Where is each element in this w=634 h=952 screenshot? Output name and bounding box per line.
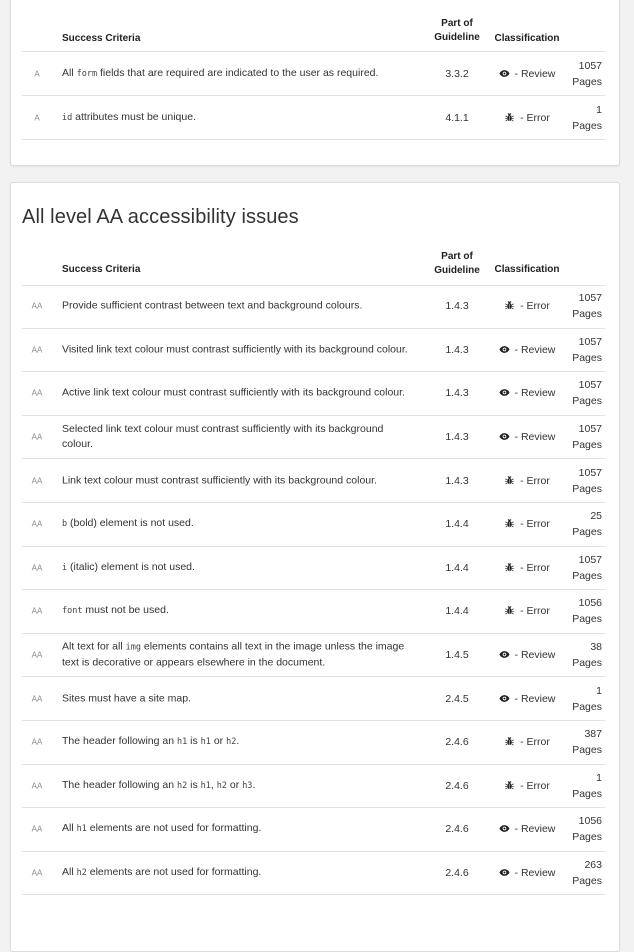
page-count: 1057: [578, 59, 602, 72]
header-guideline-line2: Guideline: [434, 32, 480, 43]
success-criteria-text: [62, 691, 412, 706]
guideline-number: 1.4.3: [445, 300, 469, 313]
header-classification: Classification: [494, 264, 560, 275]
eye-icon: [499, 693, 510, 705]
code-token: h1: [200, 780, 211, 791]
conformance-level: AA: [31, 476, 43, 486]
classification-badge: [493, 823, 561, 835]
conformance-level: AA: [31, 694, 43, 704]
text-fragment: Link text colour must contrast sufficiently with its background colour.: [62, 474, 377, 487]
classification-separator: -: [511, 387, 521, 400]
classification-separator: -: [517, 474, 527, 487]
classification-badge: [493, 300, 561, 312]
page-count: 1056: [578, 815, 602, 828]
table-row: [22, 765, 605, 809]
table-row: [22, 677, 605, 721]
page-unit: Pages: [572, 351, 602, 364]
affected-pages-link[interactable]: [554, 334, 602, 366]
success-criteria-text: [62, 734, 412, 750]
bug-icon: [504, 736, 515, 748]
text-fragment: Sites must have a site map.: [62, 692, 191, 705]
classification-badge: [493, 112, 561, 124]
guideline-number: 1.4.4: [445, 561, 469, 574]
level-a-issues-card: [10, 0, 620, 166]
page-unit: Pages: [572, 613, 602, 626]
eye-icon: [499, 867, 510, 879]
eye-icon: [499, 387, 510, 399]
classification-separator: -: [511, 649, 521, 662]
text-fragment: (italic) element is not used.: [67, 560, 195, 573]
table-row: [22, 808, 605, 852]
guideline-number: 3.3.2: [445, 67, 469, 80]
affected-pages-link[interactable]: [554, 508, 602, 540]
page-unit: Pages: [572, 482, 602, 495]
eye-icon: [499, 823, 510, 835]
success-criteria-text: [62, 66, 412, 82]
code-token: form: [76, 68, 98, 79]
classification-badge: [493, 649, 561, 661]
table-row: [22, 416, 605, 460]
classification-badge: [493, 68, 561, 80]
conformance-level: AA: [31, 737, 43, 747]
page-unit: Pages: [572, 119, 602, 132]
classification-badge: [493, 562, 561, 574]
header-guideline-line1: Part of: [441, 18, 473, 29]
text-fragment: (bold) element is not used.: [67, 517, 194, 530]
success-criteria-text: [62, 516, 412, 532]
conformance-level: AA: [31, 868, 43, 878]
code-token: h2: [226, 737, 237, 748]
classification-label: Error: [526, 736, 550, 749]
success-criteria-text: [62, 778, 412, 794]
table-row: [22, 459, 605, 503]
code-token: img: [125, 642, 141, 653]
bug-icon: [504, 780, 515, 792]
table-row: [22, 372, 605, 416]
bug-icon: [504, 112, 515, 124]
level-aa-issues-card: [10, 182, 620, 952]
classification-badge: [493, 867, 561, 879]
text-fragment: is: [187, 735, 201, 748]
table-row: [22, 329, 605, 373]
conformance-level: A: [34, 69, 40, 78]
code-token: h1: [177, 737, 188, 748]
page-count: 1: [596, 684, 602, 697]
bug-icon: [504, 518, 515, 530]
code-token: id: [62, 112, 73, 123]
text-fragment: All: [62, 866, 77, 879]
page-count: 1057: [578, 466, 602, 479]
classification-label: Error: [526, 605, 550, 618]
page-unit: Pages: [572, 831, 602, 844]
classification-separator: -: [511, 867, 521, 880]
text-fragment: The header following an: [62, 735, 177, 748]
code-token: h2: [177, 780, 188, 791]
bug-icon: [504, 475, 515, 487]
affected-pages-link[interactable]: [554, 290, 602, 322]
classification-label: Error: [526, 474, 550, 487]
header-guideline-line2: Guideline: [434, 265, 480, 276]
page-count: 1057: [578, 292, 602, 305]
page-unit: Pages: [572, 744, 602, 757]
code-token: i: [62, 562, 68, 573]
classification-badge: [493, 475, 561, 487]
page-count: 1057: [578, 553, 602, 566]
affected-pages-link[interactable]: [554, 683, 602, 715]
guideline-number: 2.4.6: [445, 779, 469, 792]
classification-label: Error: [526, 111, 550, 124]
table-row: [22, 285, 605, 329]
conformance-level: AA: [31, 301, 43, 311]
success-criteria-text: [62, 560, 412, 576]
success-criteria-text: [62, 473, 412, 488]
text-fragment: The header following an: [62, 778, 177, 791]
guideline-number: 2.4.6: [445, 867, 469, 880]
page-unit: Pages: [572, 569, 602, 582]
header-part-of-guideline: [429, 17, 485, 45]
classification-separator: -: [511, 431, 521, 444]
classification-separator: -: [511, 823, 521, 836]
classification-label: Review: [520, 867, 556, 880]
page-unit: Pages: [572, 308, 602, 321]
page-unit: Pages: [572, 526, 602, 539]
classification-label: Review: [520, 343, 556, 356]
classification-badge: [493, 736, 561, 748]
section-title: All level AA accessibility issues: [22, 206, 299, 228]
guideline-number: 1.4.3: [445, 474, 469, 487]
affected-pages-link[interactable]: [554, 726, 602, 758]
conformance-level: AA: [31, 824, 43, 834]
classification-label: Review: [520, 431, 556, 444]
guideline-number: 1.4.3: [445, 343, 469, 356]
page-unit: Pages: [572, 875, 602, 888]
text-fragment: .: [252, 778, 256, 791]
guideline-number: 1.4.3: [445, 387, 469, 400]
affected-pages-link[interactable]: [554, 770, 602, 802]
classification-label: Error: [526, 518, 550, 531]
guideline-number: 2.4.6: [445, 823, 469, 836]
header-success-criteria: Success Criteria: [62, 33, 141, 44]
conformance-level: A: [34, 113, 40, 122]
classification-badge: [493, 780, 561, 792]
classification-badge: [493, 605, 561, 617]
page-count: 1057: [578, 423, 602, 436]
page-unit: Pages: [572, 700, 602, 713]
classification-separator: -: [517, 300, 527, 313]
conformance-level: AA: [31, 563, 43, 573]
bug-icon: [504, 562, 515, 574]
guideline-number: 1.4.5: [445, 649, 469, 662]
text-fragment: elements are not used for formatting.: [86, 866, 262, 879]
classification-badge: [493, 693, 561, 705]
text-fragment: ,: [210, 778, 217, 791]
text-fragment: must not be used.: [82, 604, 169, 617]
text-fragment: is: [187, 778, 201, 791]
guideline-number: 1.4.4: [445, 518, 469, 531]
success-criteria-text: [62, 603, 412, 619]
page-count: 263: [584, 859, 602, 872]
text-fragment: elements contains all text in the image unless the image text is decorative or appears elsewhere in the document.: [62, 640, 405, 669]
affected-pages-link[interactable]: [554, 102, 602, 134]
header-classification: Classification: [494, 33, 560, 44]
code-token: b: [62, 519, 68, 530]
classification-label: Review: [520, 387, 556, 400]
table-row: [22, 503, 605, 547]
classification-label: Error: [526, 561, 550, 574]
classification-separator: -: [517, 518, 527, 531]
text-fragment: attributes must be unique.: [72, 110, 196, 123]
header-success-criteria: Success Criteria: [62, 264, 141, 275]
eye-icon: [499, 68, 510, 80]
page-unit: Pages: [572, 787, 602, 800]
table-row: [22, 52, 605, 96]
text-fragment: Selected link text colour must contrast sufficiently with its background colour.: [62, 423, 384, 451]
success-criteria-text: [62, 422, 412, 452]
conformance-level: AA: [31, 519, 43, 529]
success-criteria-text: [62, 821, 412, 837]
guideline-number: 1.4.3: [445, 431, 469, 444]
bug-icon: [504, 605, 515, 617]
page-count: 387: [584, 728, 602, 741]
code-token: h1: [200, 737, 211, 748]
page-count: 1: [596, 771, 602, 784]
table-row: [22, 634, 605, 678]
table-row: [22, 852, 605, 896]
affected-pages-link[interactable]: [554, 857, 602, 889]
affected-pages-link[interactable]: [554, 377, 602, 409]
success-criteria-text: [62, 640, 412, 671]
page-unit: Pages: [572, 439, 602, 452]
text-fragment: elements are not used for formatting.: [86, 822, 262, 835]
text-fragment: All: [62, 66, 77, 79]
text-fragment: .: [236, 735, 240, 748]
code-token: font: [62, 606, 83, 617]
conformance-level: AA: [31, 432, 43, 442]
affected-pages-link[interactable]: [554, 595, 602, 627]
table-row: [22, 96, 605, 140]
eye-icon: [499, 344, 510, 356]
classification-separator: -: [517, 736, 527, 749]
code-token: h2: [76, 868, 87, 879]
affected-pages-link[interactable]: [554, 465, 602, 497]
table-row: [22, 590, 605, 634]
code-token: h3: [242, 780, 253, 791]
affected-pages-link[interactable]: [554, 813, 602, 845]
header-guideline-line1: Part of: [441, 251, 473, 262]
text-fragment: Visited link text colour must contrast sufficiently with its background colour.: [62, 343, 408, 356]
page-count: 1056: [578, 597, 602, 610]
affected-pages-link[interactable]: [554, 58, 602, 90]
classification-label: Error: [526, 779, 550, 792]
text-fragment: fields that are required are indicated to the user as required.: [97, 66, 379, 79]
page-count: 1: [596, 103, 602, 116]
guideline-number: 2.4.5: [445, 692, 469, 705]
page-count: 1057: [578, 379, 602, 392]
classification-label: Review: [520, 67, 556, 80]
conformance-level: AA: [31, 650, 43, 660]
success-criteria-text: [62, 299, 412, 314]
guideline-number: 4.1.1: [445, 111, 469, 124]
code-token: h1: [76, 824, 87, 835]
conformance-level: AA: [31, 345, 43, 355]
classification-separator: -: [511, 692, 521, 705]
conformance-level: AA: [31, 606, 43, 616]
page-count: 25: [590, 510, 602, 523]
classification-label: Review: [520, 823, 556, 836]
classification-badge: [493, 431, 561, 443]
conformance-level: AA: [31, 388, 43, 398]
eye-icon: [499, 649, 510, 661]
success-criteria-text: [62, 386, 412, 401]
table-row: [22, 721, 605, 765]
classification-label: Review: [520, 649, 556, 662]
classification-separator: -: [517, 111, 527, 124]
classification-separator: -: [511, 67, 521, 80]
affected-pages-link[interactable]: [554, 552, 602, 584]
code-token: h2: [216, 780, 228, 791]
page-unit: Pages: [572, 395, 602, 408]
classification-separator: -: [511, 343, 521, 356]
bug-icon: [504, 300, 515, 312]
success-criteria-text: [62, 865, 412, 881]
guideline-number: 2.4.6: [445, 736, 469, 749]
conformance-level: AA: [31, 781, 43, 791]
text-fragment: or: [210, 735, 227, 748]
guideline-number: 1.4.4: [445, 605, 469, 618]
text-fragment: Provide sufficient contrast between text and background colours.: [62, 299, 363, 312]
classification-separator: -: [517, 605, 527, 618]
page-unit: Pages: [572, 657, 602, 670]
text-fragment: Active link text colour must contrast sufficiently with its background colour.: [62, 386, 405, 399]
affected-pages-link[interactable]: [554, 639, 602, 671]
text-fragment: Alt text for all: [62, 640, 126, 653]
classification-label: Review: [520, 692, 556, 705]
classification-separator: -: [517, 779, 527, 792]
page-unit: Pages: [572, 75, 602, 88]
text-fragment: or: [227, 778, 243, 791]
classification-badge: [493, 344, 561, 356]
classification-label: Error: [526, 300, 550, 313]
header-part-of-guideline: [429, 250, 485, 278]
classification-badge: [493, 387, 561, 399]
affected-pages-link[interactable]: [554, 421, 602, 453]
success-criteria-text: [62, 110, 412, 126]
page-count: 38: [590, 641, 602, 654]
classification-separator: -: [517, 561, 527, 574]
page-count: 1057: [578, 335, 602, 348]
table-row: [22, 547, 605, 591]
classification-badge: [493, 518, 561, 530]
success-criteria-text: [62, 342, 412, 357]
text-fragment: All: [62, 822, 77, 835]
eye-icon: [499, 431, 510, 443]
